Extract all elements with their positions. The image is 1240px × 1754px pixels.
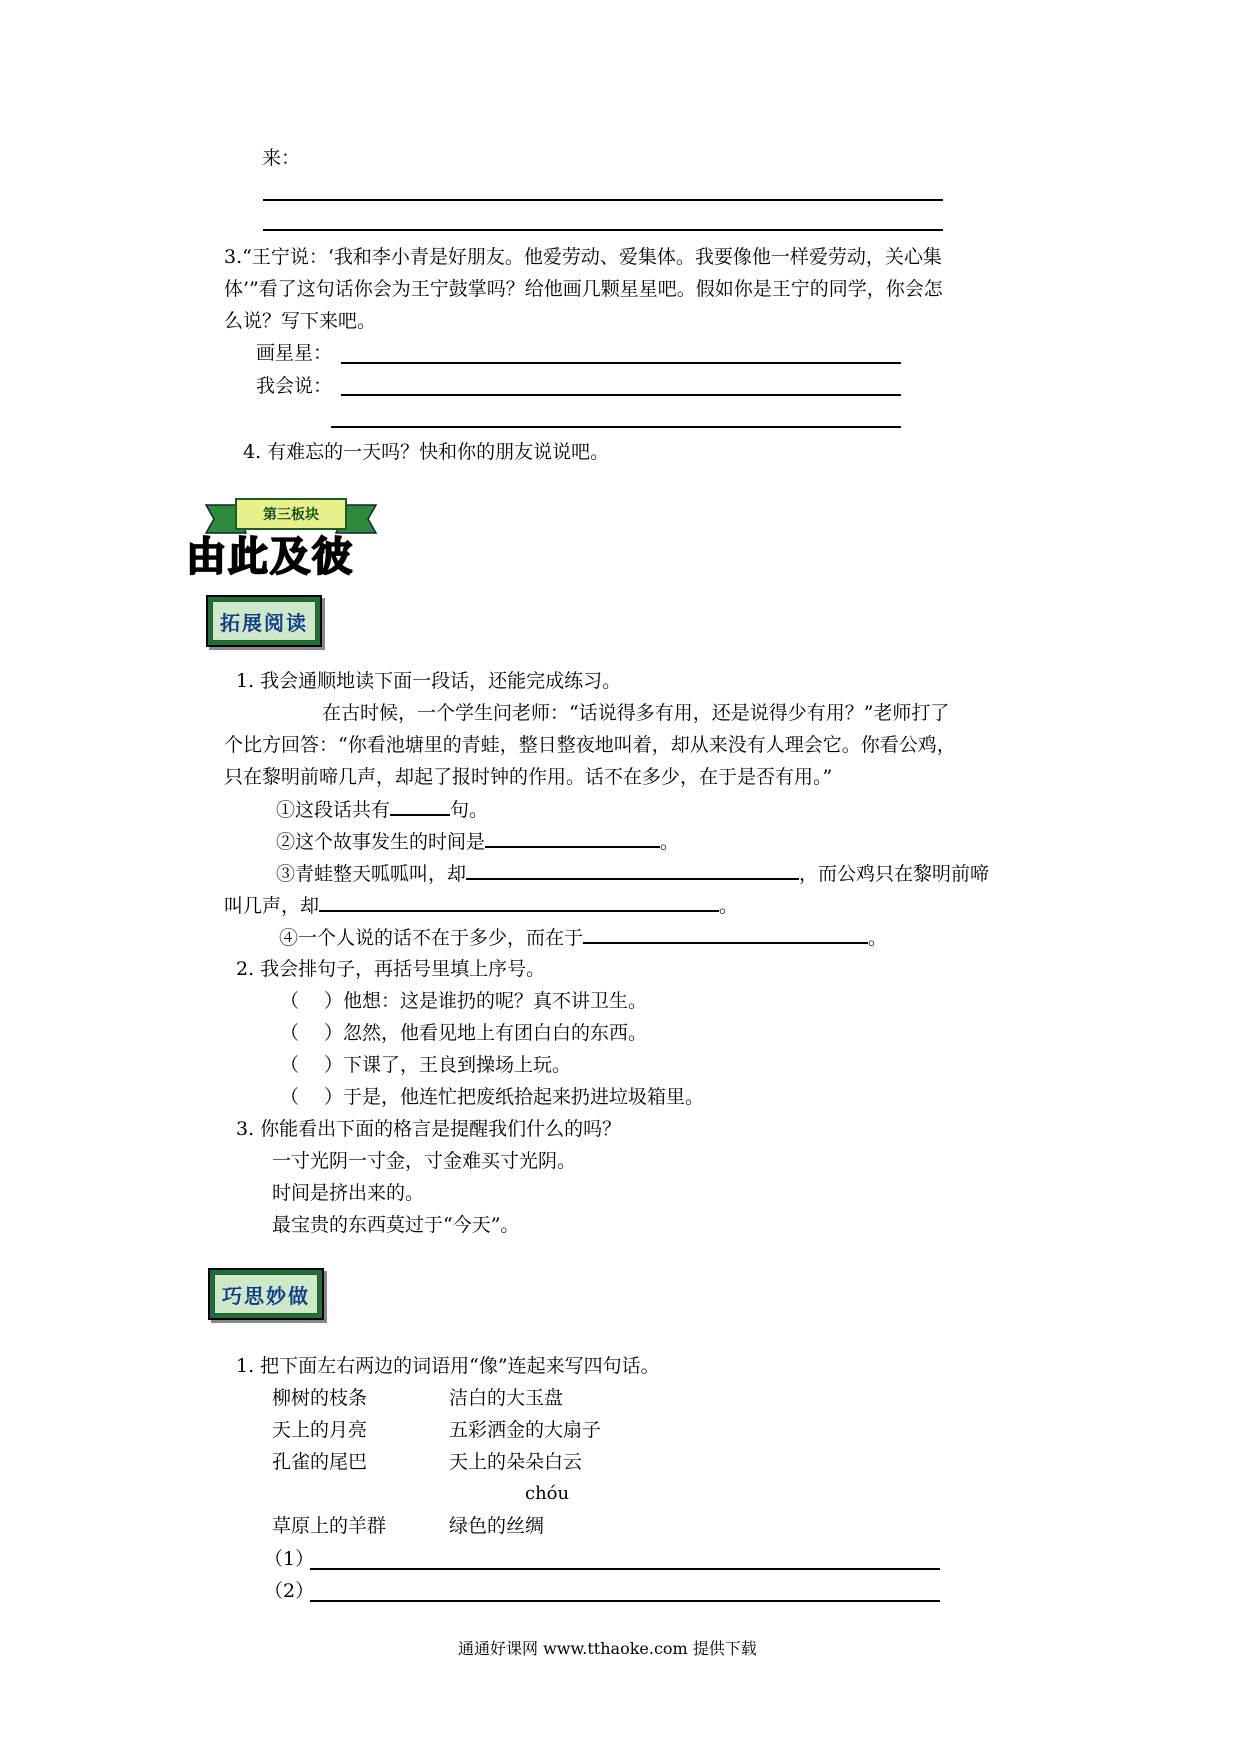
order-item[interactable]: （ ）他想：这是谁扔的呢？真不讲卫生。: [280, 990, 648, 1012]
answer-line[interactable]: [310, 1568, 940, 1570]
motto: 最宝贵的东西莫过于“今天”。: [272, 1214, 520, 1236]
pinyin-annotation: chóu: [525, 1483, 570, 1504]
sub-question-1: ①这段话共有 句。: [276, 796, 488, 823]
right-word: 天上的朵朵白云: [449, 1451, 583, 1473]
i-say-line-2[interactable]: [331, 426, 901, 428]
lai-label: 来：: [262, 147, 301, 169]
reading-banner-label: 拓展阅读: [212, 601, 316, 641]
skill-banner: [208, 1268, 324, 1320]
answer-line[interactable]: [263, 199, 943, 201]
left-word: 孔雀的尾巴: [272, 1451, 368, 1473]
skill-q1-title: 1. 把下面左右两边的词语用“像”连起来写四句话。: [236, 1355, 660, 1377]
i-say-line[interactable]: [341, 394, 901, 396]
right-word: 洁白的大玉盘: [449, 1387, 564, 1409]
footer-text: 通通好课网 www.tthaoke.com 提供下载: [458, 1639, 757, 1658]
question-4: 4. 有难忘的一天吗？快和你的朋友说说吧。: [243, 441, 610, 463]
section3-title: 由此及彼: [186, 534, 354, 580]
reading-q3-title: 3. 你能看出下面的格言是提醒我们什么的吗？: [236, 1118, 622, 1140]
passage-line-2: 个比方回答：“你看池塘里的青蛙，整日整夜地叫着，却从来没有人理会它。你看公鸡，: [224, 734, 956, 756]
answer-label: （1）: [264, 1548, 315, 1570]
passage-line-3: 只在黎明前啼几声，却起了报时钟的作用。话不在多少，在于是否有用。”: [224, 766, 833, 788]
question-3-line-1: 3.“王宁说：‘我和李小青是好朋友。他爱劳动、爱集体。我要像他一样爱劳动，关心集: [224, 246, 942, 268]
question-3-line-2: 体’”看了这句话你会为王宁鼓掌吗？给他画几颗星星吧。假如你是王宁的同学，你会怎: [224, 278, 943, 300]
left-word: 柳树的枝条: [272, 1387, 368, 1409]
ribbon-label: 第三板块: [263, 507, 319, 523]
sub-question-3-cont: 叫几声，却 。: [224, 892, 738, 919]
right-word: 五彩洒金的大扇子: [449, 1419, 602, 1441]
sub-question-2: ②这个故事发生的时间是 。: [276, 828, 679, 855]
order-item[interactable]: （ ）于是，他连忙把废纸拾起来扔进垃圾箱里。: [280, 1086, 705, 1108]
answer-line[interactable]: [310, 1600, 940, 1602]
draw-star-label: 画星星：: [256, 342, 333, 364]
left-word: 天上的月亮: [272, 1419, 368, 1441]
answer-line[interactable]: [263, 229, 943, 231]
skill-banner-label: 巧思妙做: [214, 1274, 318, 1314]
blank-field[interactable]: [485, 828, 660, 848]
draw-star-line[interactable]: [341, 362, 901, 364]
blank-field[interactable]: [390, 796, 450, 816]
motto: 时间是挤出来的。: [272, 1182, 425, 1204]
reading-q2-title: 2. 我会排句子，再括号里填上序号。: [236, 958, 546, 980]
question-3-line-3: 么说？写下来吧。: [224, 310, 377, 332]
i-say-label: 我会说：: [256, 375, 333, 397]
order-item[interactable]: （ ）忽然，他看见地上有团白白的东西。: [280, 1022, 648, 1044]
left-word: 草原上的羊群: [272, 1515, 387, 1537]
motto: 一寸光阴一寸金，寸金难买寸光阴。: [272, 1150, 577, 1172]
reading-banner: [206, 595, 322, 647]
sub-question-3: ③青蛙整天呱呱叫，却 ，而公鸡只在黎明前啼: [276, 860, 989, 887]
blank-field[interactable]: [466, 860, 799, 880]
reading-q1-title: 1. 我会通顺地读下面一段话，还能完成练习。: [236, 670, 622, 692]
sub-question-4: ④一个人说的话不在于多少，而在于 。: [279, 924, 887, 951]
section3-banner: [186, 497, 396, 582]
blank-field[interactable]: [319, 892, 719, 912]
order-item[interactable]: （ ）下课了，王良到操场上玩。: [280, 1054, 572, 1076]
blank-field[interactable]: [583, 924, 868, 944]
answer-label: （2）: [264, 1580, 315, 1602]
right-word: 绿色的丝绸: [449, 1515, 545, 1537]
passage-line-1: 在古时候，一个学生问老师：“话说得多有用，还是说得少有用？”老师打了: [322, 702, 950, 724]
